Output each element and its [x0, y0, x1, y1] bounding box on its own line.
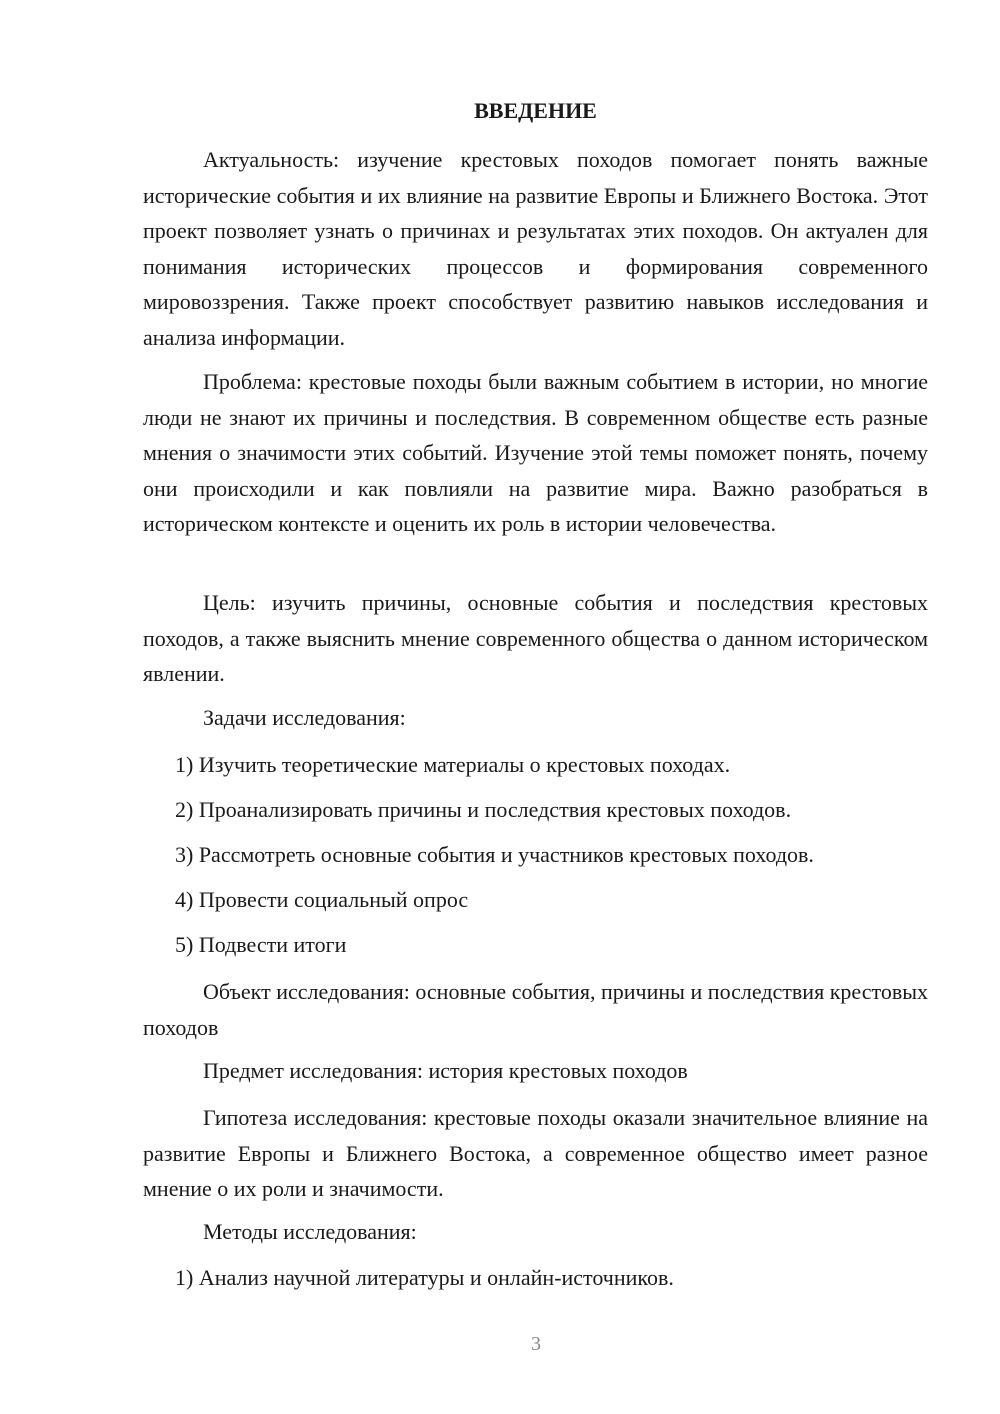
task-item: 3) Рассмотреть основные события и участников крестовых походов. — [175, 842, 814, 867]
paragraph-goal: Цель: изучить причины, основные события и последствия крестовых походов, а также выяснить мнение современного общества о данном историческом явлении. — [143, 590, 928, 686]
method-item: 1) Анализ научной литературы и онлайн-источников. — [175, 1265, 674, 1290]
task-item: 2) Проанализировать причины и последствия крестовых походов. — [175, 797, 792, 822]
paragraph-relevance: Актуальность: изучение крестовых походов помогает понять важные исторические события и их влияние на развитие Европы и Ближнего Востока. Этот проект позволяет узнать о причинах и результатах этих походов. Он актуален для понимания исторических процессов и формирования современного мировоззрения. Также проект способствует развитию навыков исследования и анализа информации. — [143, 147, 928, 350]
tasks-title: Задачи исследования: — [203, 705, 406, 730]
paragraph-object: Объект исследования: основные события, причины и последствия крестовых походов — [143, 979, 928, 1040]
task-item: 4) Провести социальный опрос — [175, 887, 469, 912]
section-heading: ВВЕДЕНИЕ — [474, 98, 597, 123]
paragraph-subject: Предмет исследования: история крестовых походов — [203, 1058, 688, 1083]
paragraph-problem: Проблема: крестовые походы были важным событием в истории, но многие люди не знают их причины и последствия. В современном обществе есть разные мнения о значимости этих событий. Изучение этой темы поможет понять, почему они происходили и как повлияли на развитие мира. Важно разобраться в историческом контексте и оценить их роль в истории человечества. — [143, 369, 928, 536]
task-item: 5) Подвести итоги — [175, 932, 347, 957]
paragraph-hypothesis: Гипотеза исследования: крестовые походы оказали значительное влияние на развитие Европы и Ближнего Востока, а современное общество имеет разное мнение о их роли и значимости. — [143, 1105, 928, 1201]
methods-title: Методы исследования: — [203, 1219, 417, 1244]
page-number: 3 — [531, 1333, 541, 1355]
task-item: 1) Изучить теоретические материалы о крестовых походах. — [175, 752, 731, 777]
